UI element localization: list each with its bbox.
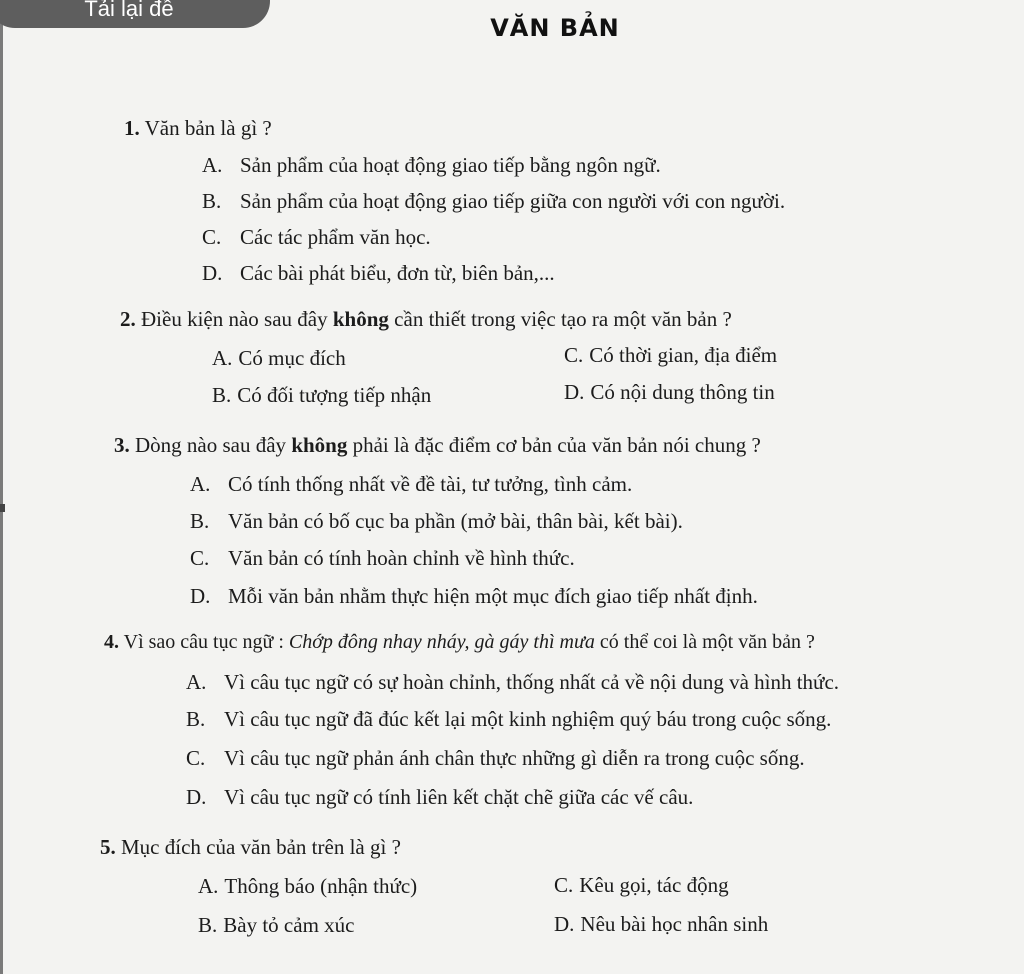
- option-letter: D.: [554, 912, 575, 936]
- option-text: Có mục đích: [238, 346, 346, 370]
- question-text-after: cần thiết trong việc tạo ra một văn bản ?: [394, 307, 732, 331]
- option-text: Sản phẩm của hoạt động giao tiếp giữa con người với con người.: [240, 189, 786, 213]
- option-text: Văn bản có bố cục ba phần (mở bài, thân bài, kết bài).: [228, 509, 683, 533]
- question-2-option-c[interactable]: [564, 343, 777, 368]
- question-number: 1.: [124, 116, 140, 140]
- question-text: Văn bản là gì ?: [144, 116, 272, 140]
- option-text: Văn bản có tính hoàn chỉnh về hình thức.: [228, 546, 575, 570]
- option-letter: B.: [186, 707, 206, 731]
- option-letter: A.: [212, 346, 233, 370]
- question-number: 5.: [100, 835, 116, 859]
- option-text: Có tính thống nhất về đề tài, tư tưởng, tình cảm.: [228, 472, 633, 496]
- question-2-option-b[interactable]: [212, 383, 431, 408]
- question-text: Mục đích của văn bản trên là gì ?: [121, 835, 401, 859]
- option-letter: C.: [554, 873, 574, 897]
- option-text: Vì câu tục ngữ đã đúc kết lại một kinh nghiệm quý báu trong cuộc sống.: [224, 707, 832, 731]
- option-text: Nêu bài học nhân sinh: [580, 912, 769, 936]
- option-text: Vì câu tục ngữ có sự hoàn chỉnh, thống nhất cả về nội dung và hình thức.: [224, 670, 840, 694]
- page-left-border: [0, 0, 3, 974]
- question-3-option-d[interactable]: [190, 584, 758, 609]
- question-text-emphasis: không: [291, 433, 348, 457]
- reload-exam-label: Tải lại đề: [84, 0, 174, 21]
- option-letter: D.: [564, 380, 585, 404]
- question-1-option-c[interactable]: [202, 225, 431, 250]
- question-3-option-b[interactable]: [190, 509, 683, 534]
- question-4-option-b[interactable]: [186, 707, 831, 732]
- question-5-option-a[interactable]: [198, 874, 417, 899]
- question-3-option-c[interactable]: [190, 546, 575, 571]
- question-number: 3.: [114, 433, 130, 457]
- option-text: Sản phẩm của hoạt động giao tiếp bằng ngôn ngữ.: [240, 153, 661, 177]
- option-letter: B.: [212, 383, 232, 407]
- question-4-stem: [104, 631, 815, 654]
- option-text: Bày tỏ cảm xúc: [223, 913, 355, 937]
- option-letter: A.: [190, 472, 211, 496]
- option-letter: D.: [202, 261, 223, 285]
- option-letter: D.: [186, 785, 207, 809]
- option-text: Có nội dung thông tin: [590, 380, 775, 404]
- question-text-before: Điều kiện nào sau đây: [141, 307, 328, 331]
- option-text: Mỗi văn bản nhằm thực hiện một mục đích giao tiếp nhất định.: [228, 584, 758, 608]
- proverb-quote: Chớp đông nhay nháy, gà gáy thì mưa: [288, 631, 595, 653]
- scan-mark: [0, 504, 5, 512]
- option-letter: A.: [202, 153, 223, 177]
- question-1-stem: [124, 116, 272, 141]
- option-letter: C.: [564, 343, 584, 367]
- question-2-option-a[interactable]: [212, 346, 346, 371]
- question-number: 2.: [120, 307, 136, 331]
- question-text-before: Dòng nào sau đây: [135, 433, 287, 457]
- question-5-option-c[interactable]: [554, 873, 729, 898]
- option-text: Các tác phẩm văn học.: [240, 225, 431, 249]
- question-text-emphasis: không: [332, 307, 389, 331]
- question-number: 4.: [104, 631, 119, 653]
- option-text: Vì câu tục ngữ có tính liên kết chặt chẽ giữa các vế câu.: [224, 785, 694, 809]
- question-4-option-d[interactable]: [186, 785, 693, 810]
- option-letter: B.: [198, 913, 218, 937]
- option-letter: D.: [190, 584, 211, 608]
- option-letter: C.: [202, 225, 222, 249]
- option-letter: C.: [190, 546, 210, 570]
- question-text-after: phải là đặc điểm cơ bản của văn bản nói chung ?: [352, 433, 761, 457]
- question-text-after: có thể coi là một văn bản ?: [599, 631, 815, 653]
- option-text: Có thời gian, địa điểm: [589, 343, 778, 367]
- question-1-option-d[interactable]: [202, 261, 555, 286]
- option-text: Thông báo (nhận thức): [224, 874, 418, 898]
- question-5-option-b[interactable]: [198, 913, 354, 938]
- question-3-stem: [114, 433, 761, 458]
- question-2-option-d[interactable]: [564, 380, 775, 405]
- option-letter: A.: [186, 670, 207, 694]
- question-1-option-b[interactable]: [202, 189, 785, 214]
- question-text-before: Vì sao câu tục ngữ :: [123, 631, 284, 653]
- question-4-option-c[interactable]: [186, 746, 805, 771]
- question-5-stem: [100, 835, 401, 860]
- option-text: Các bài phát biểu, đơn từ, biên bản,...: [240, 261, 555, 285]
- question-4-option-a[interactable]: [186, 670, 839, 695]
- option-text: Vì câu tục ngữ phản ánh chân thực những gì diễn ra trong cuộc sống.: [224, 746, 805, 770]
- question-5-option-d[interactable]: [554, 912, 768, 937]
- option-letter: A.: [198, 874, 219, 898]
- option-letter: B.: [202, 189, 222, 213]
- option-text: Có đối tượng tiếp nhận: [237, 383, 432, 407]
- option-letter: B.: [190, 509, 210, 533]
- question-1-option-a[interactable]: [202, 153, 661, 178]
- question-3-option-a[interactable]: [190, 472, 632, 497]
- option-text: Kêu gọi, tác động: [579, 873, 729, 897]
- option-letter: C.: [186, 746, 206, 770]
- question-2-stem: [120, 307, 732, 332]
- page-title: VĂN BẢN: [490, 14, 620, 42]
